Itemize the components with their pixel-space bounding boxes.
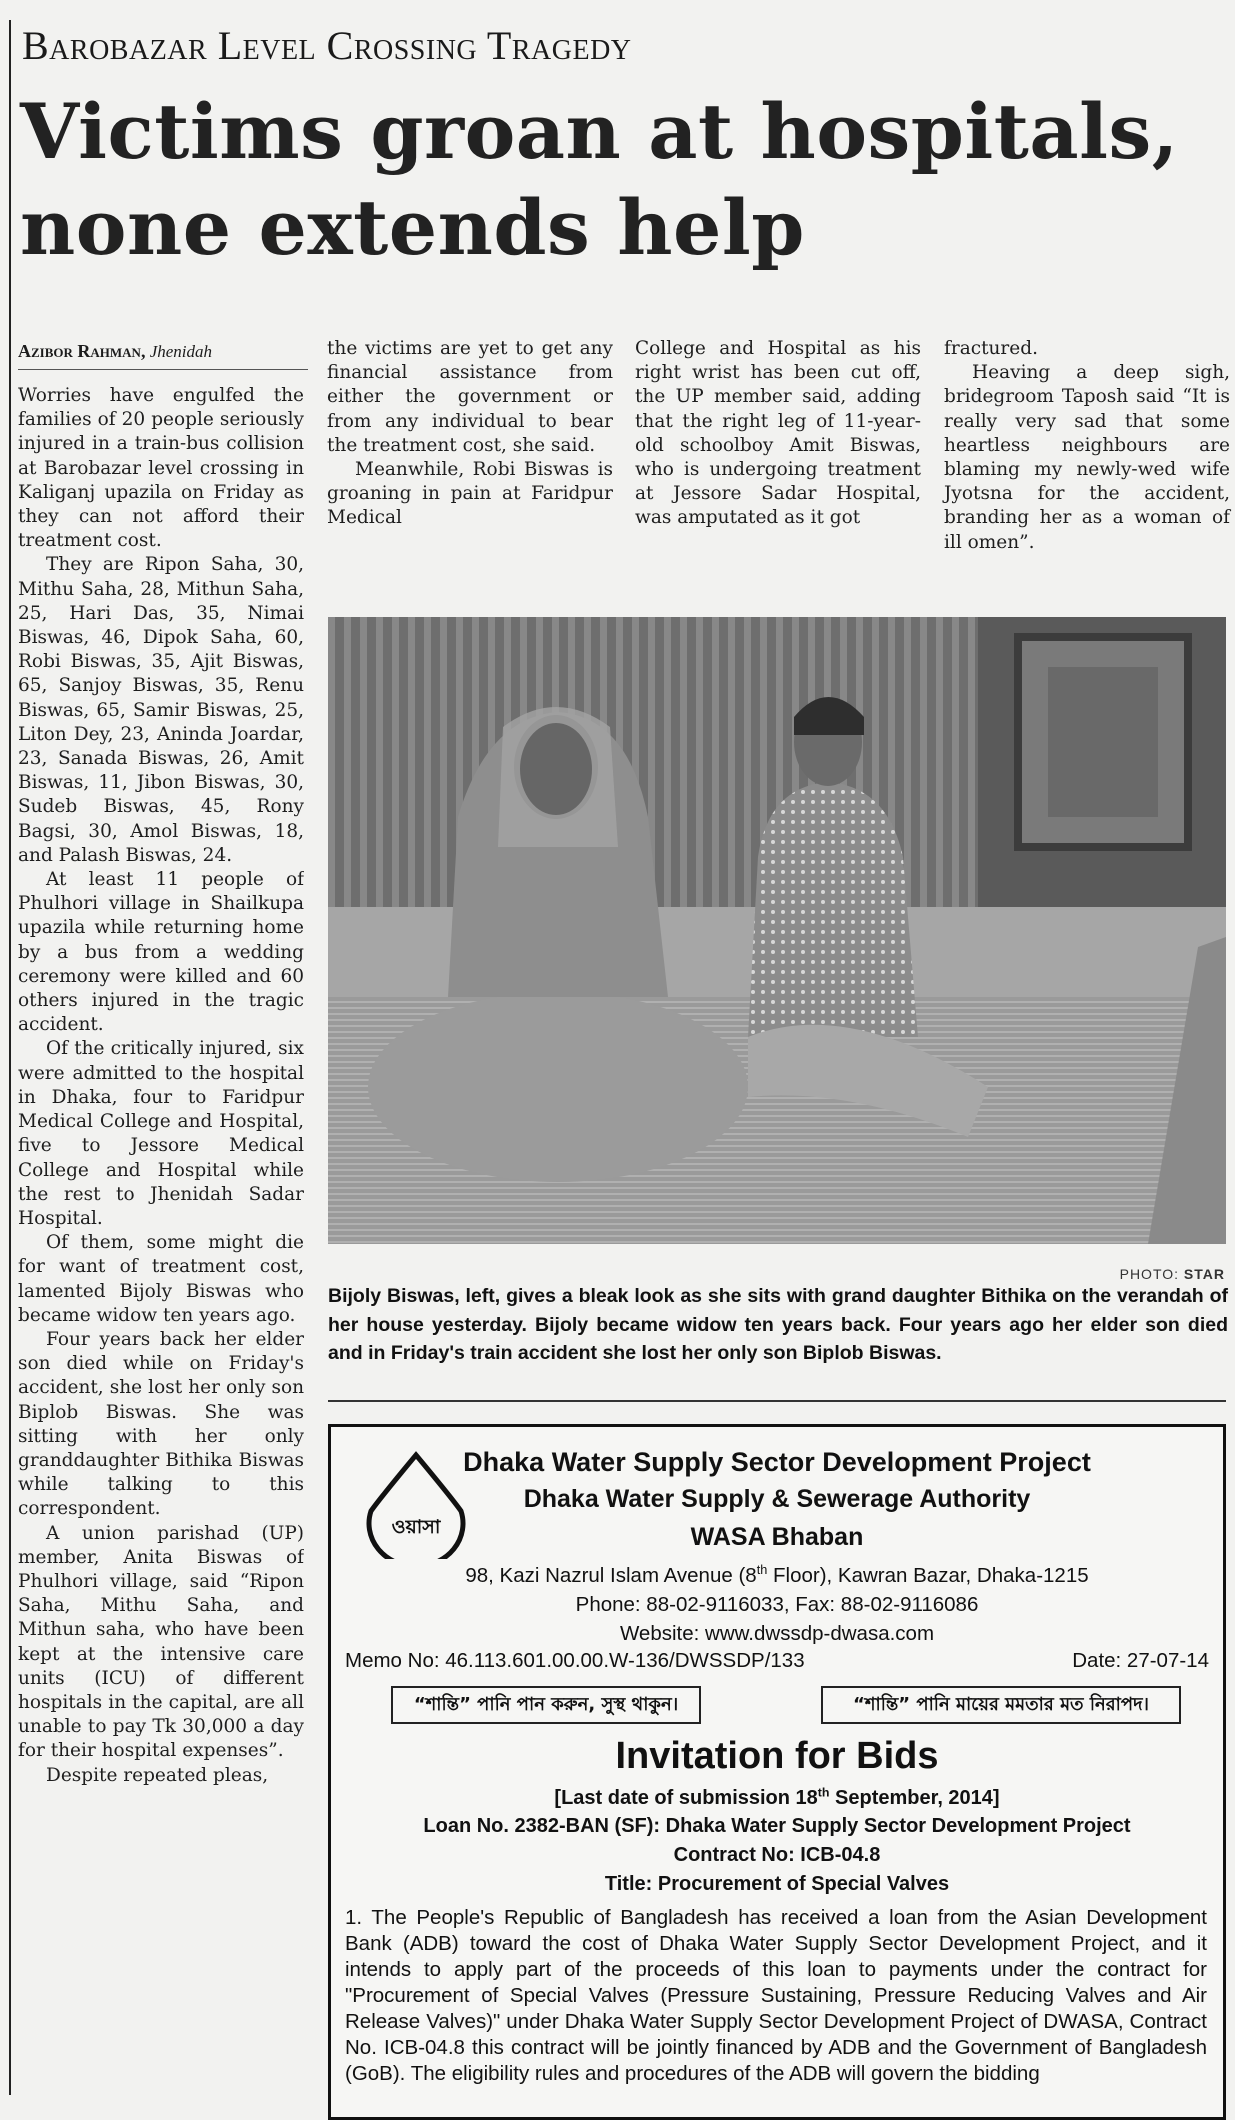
ad-procurement-title: Title: Procurement of Special Valves <box>604 1873 950 1895</box>
paragraph: Worries have engulfed the families of 20 people seriously injured in a train-bus collision at Barobazar level crossing in Kaliganj upazila on Friday as they can not afford their treatment cost. <box>18 385 304 552</box>
paragraph: Despite repeated pleas, <box>46 1764 269 1786</box>
ad-slogan-2: “শান্তি” পানি মায়ের মমতার মত নিরাপদ। <box>821 1686 1181 1724</box>
headline-line-2: none extends help <box>20 183 805 272</box>
article-column-3 <box>635 337 921 531</box>
photo-credit-source: STAR <box>1183 1266 1225 1282</box>
byline-place: Jhenidah <box>149 342 213 361</box>
ad-org-building: WASA Bhaban <box>690 1523 864 1551</box>
paragraph: They are Ripon Saha, 30, Mithu Saha, 28, Mithun Saha, 25, Hari Das, 35, Nimai Biswas, 46, Dipok Saha, 60, Robi Biswas, 35, Ajit Biswas, 65, Sanjoy Biswas, 35, Renu Biswas, 65, Samir Biswas, 25, Liton Dey, 23, Aninda Joardar, 23, Sanada Biswas, 26, Amit Biswas, 11, Jibon Biswas, 30, Sudeb Biswas, 45, Rony Bagsi, 30, Amol Biswas, 18, and Palash Biswas, 24. <box>18 554 304 866</box>
ad-body: 1. The People's Republic of Bangladesh has received a loan from the Asian Development Bank (ADB) toward the cost of Dhaka Water Supply Sector Development Project, and it intends to apply part of the proceeds of this loan to payments under the contract for "Procurement of Special Valves (Pressure Sustaining, Pressure Reducing Valves and Air Release Valves)" under Dhaka Water Supply Sector Development Project of DWASA, Contract No. ICB-04.8 this contract will be jointly financed by ADB and the Government of Bangladesh (GoB). The eligibility rules and procedures of the ADB will govern the bidding <box>345 1906 1207 2085</box>
bid-advertisement <box>328 1424 1226 2120</box>
ad-phone: Phone: 88-02-9116033, Fax: 88-02-9116086 <box>575 1593 979 1616</box>
photo-credit <box>1120 1266 1225 1282</box>
ad-address: 98, Kazi Nazrul Islam Avenue (8th Floor), Kawran Bazar, Dhaka-1215 <box>465 1562 1089 1587</box>
byline <box>18 341 308 370</box>
ad-contract: Contract No: ICB-04.8 <box>673 1844 881 1866</box>
column-rule <box>9 20 11 2095</box>
section-divider <box>328 1400 1226 1402</box>
article-column-1 <box>18 384 304 2095</box>
paragraph: Four years back her elder son died while on Friday's accident, she lost her only son Biplob Biswas. She was sitting with her only granddaughter Bithika Biswas while talking to this correspondent. <box>18 1328 304 1520</box>
paragraph: Of the critically injured, six were admitted to the hospital in Dhaka, four to Faridpur Medical College and Hospital, five to Jessore Medical College and Hospital while the rest to Jhenidah Sadar Hospital. <box>18 1038 304 1229</box>
article-column-4 <box>944 337 1230 555</box>
ad-deadline: [Last date of submission 18th September, 2014] <box>554 1785 1000 1809</box>
paragraph: Of them, some might die for want of treatment cost, lamented Bijoly Biswas who became widow ten years ago. <box>18 1232 304 1326</box>
paragraph: Heaving a deep sigh, bridegroom Taposh said “It is really very sad that some heartless neighbours are blaming my newly-wed wife Jyotsna for the accident, branding her as a woman of ill omen”. <box>944 362 1230 553</box>
headline <box>20 84 1230 276</box>
news-photo <box>328 617 1226 1244</box>
kicker: Barobazar Level Crossing Tragedy <box>22 23 632 68</box>
ad-org-project: Dhaka Water Supply Sector Development Project <box>463 1447 1091 1477</box>
ad-date: Date: 27-07-14 <box>1072 1649 1209 1672</box>
photo-illustration <box>328 617 1226 1244</box>
ad-title: Invitation for Bids <box>615 1735 939 1777</box>
paragraph: A union parishad (UP) member, Anita Biswas of Phulhori village, said “Ripon Saha, Mithu Saha, and Mithun saha, who have been kept at the intensive care units (ICU) of different hospitals in the capital, are all unable to pay Tk 30,000 a day for their hospital expenses”. <box>18 1522 304 1762</box>
paragraph: At least 11 people of Phulhori village in Shailkupa upazila while returning home by a bus from a wedding ceremony were killed and 60 others injured in the tragic accident. <box>18 869 304 1036</box>
headline-line-1: Victims groan at hospitals, <box>20 87 1179 176</box>
article-column-2 <box>327 337 613 531</box>
ad-loan: Loan No. 2382-BAN (SF): Dhaka Water Supply Sector Development Project <box>423 1815 1131 1837</box>
paragraph: fractured. <box>944 338 1038 359</box>
ad-slogan-1: “শান্তি” পানি পান করুন, সুস্থ থাকুন। <box>391 1686 701 1724</box>
photo-credit-label: PHOTO: <box>1119 1266 1180 1282</box>
paragraph: the victims are yet to get any financial assistance from either the government or from any individual to bear the treatment cost, she said. <box>327 338 613 456</box>
byline-name: Azibor Rahman, <box>18 341 146 361</box>
ad-org-authority: Dhaka Water Supply & Sewerage Authority <box>523 1485 1031 1513</box>
ad-website: Website: www.dwssdp-dwasa.com <box>619 1622 935 1645</box>
paragraph: Meanwhile, Robi Biswas is groaning in pain at Faridpur Medical <box>327 459 613 529</box>
logo-text: ওয়াসা <box>391 1516 441 1538</box>
photo-caption: Bijoly Biswas, left, gives a bleak look as she sits with grand daughter Bithika on the verandah of her house yesterday. Bijoly became widow ten years back. Four years ago her elder son died and in Friday's train accident she lost her only son Biplob Biswas. <box>328 1285 1228 1364</box>
ad-memo: Memo No: 46.113.601.00.00.W-136/DWSSDP/133 <box>345 1649 805 1672</box>
paragraph: College and Hospital as his right wrist has been cut off, the UP member said, adding that the right leg of 11-year-old schoolboy Amit Biswas, who is undergoing treatment at Jessore Sadar Hospital, was amputated as it got <box>635 338 921 529</box>
